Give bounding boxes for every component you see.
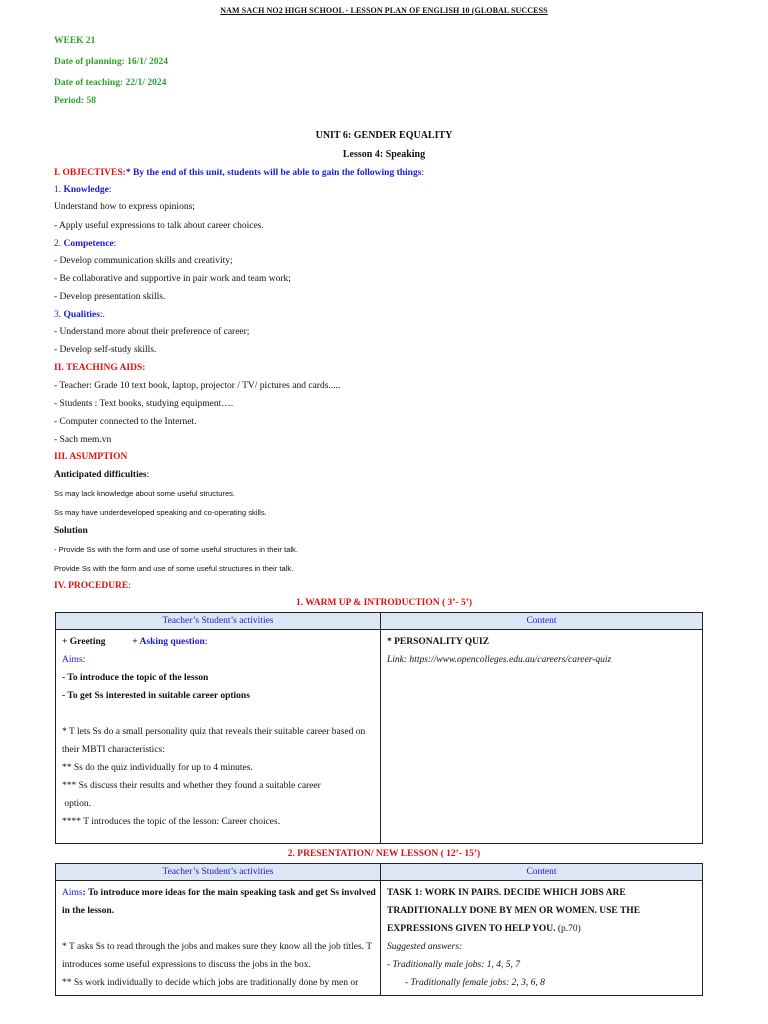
presentation-aims-line [62, 884, 374, 902]
warmup-step: their MBTI characteristics: [62, 745, 165, 755]
date-of-planning: Date of planning: 16/1/ 2024 [54, 57, 169, 67]
knowledge-number: 1. [54, 185, 64, 195]
knowledge-colon: : [108, 185, 112, 195]
procedure-heading-line [54, 580, 131, 592]
presentation-col-content: Content [381, 864, 703, 881]
solution-item: - Provide Ss with the form and use of some useful structures in their talk. [54, 545, 298, 554]
aim-item: - To get Ss interested in suitable career options [62, 691, 250, 701]
warmup-table [55, 612, 703, 844]
aim-item: - To introduce the topic of the lesson [62, 673, 209, 683]
difficulty-item: Ss may have underdeveloped speaking and co-operating skills. [54, 508, 267, 517]
difficulties-label: Anticipated difficulties [54, 470, 147, 480]
teaching-aid-item: - Students : Text books, studying equipment…. [54, 399, 234, 409]
warmup-step: **** T introduces the topic of the lesson: Career choices. [62, 817, 281, 827]
aims-line [62, 651, 374, 669]
task-line: TRADITIONALLY DONE BY MEN OR WOMEN. USE THE [387, 906, 641, 916]
objectives-heading: I. OBJECTIVES: [54, 168, 126, 178]
qualities-heading [54, 309, 105, 321]
teaching-aid-item: - Teacher: Grade 10 text book, laptop, projector / TV/ pictures and cards..... [54, 381, 341, 391]
objectives-intro: * By the end of this unit, students will be able to gain the following things [125, 168, 422, 178]
difficulties-heading [54, 469, 149, 481]
blank-line [62, 705, 374, 723]
unit-title: UNIT 6: GENDER EQUALITY [315, 130, 453, 141]
document-header: NAM SACH NO2 HIGH SCHOOL - LESSON PLAN OF ENGLISH 10 (GLOBAL SUCCESS [220, 6, 548, 15]
competence-item: - Develop communication skills and creativity; [54, 256, 233, 266]
competence-item: - Develop presentation skills. [54, 292, 166, 302]
qualities-label: Qualities [63, 310, 100, 320]
task-line-text: EXPRESSIONS GIVEN TO HELP YOU. [387, 924, 556, 934]
warmup-col-content: Content [381, 613, 703, 630]
qualities-item: - Develop self-study skills. [54, 345, 157, 355]
warmup-activities-cell [56, 630, 381, 844]
presentation-activities-cell [56, 881, 381, 996]
warmup-step: * T lets Ss do a small personality quiz that reveals their suitable career based on [62, 727, 366, 737]
week-label: WEEK 21 [54, 36, 96, 46]
knowledge-item: - Apply useful expressions to talk about career choices. [54, 221, 264, 231]
date-of-teaching: Date of teaching: 22/1/ 2024 [54, 78, 167, 88]
lesson-title: Lesson 4: Speaking [342, 149, 426, 160]
knowledge-heading [54, 184, 112, 196]
solution-item: Provide Ss with the form and use of some useful structures in their talk. [54, 564, 294, 573]
task-line-3 [387, 920, 696, 938]
suggested-answers-label: Suggested answers: [387, 942, 463, 952]
competence-label: Competence [63, 239, 114, 249]
qualities-colon: :. [99, 310, 105, 320]
presentation-aims-label: Aims [62, 888, 83, 898]
difficulty-item: Ss may lack knowledge about some useful structures. [54, 489, 236, 498]
knowledge-label: Knowledge [63, 185, 109, 195]
presentation-step: * T asks Ss to read through the jobs and makes sure they know all the job titles. T [62, 942, 373, 952]
knowledge-item: Understand how to express opinions; [54, 202, 195, 212]
presentation-step: introduces some useful expressions to discuss the jobs in the box. [62, 960, 311, 970]
presentation-title: 2. PRESENTATION/ NEW LESSON ( 12’- 15’) [287, 849, 481, 859]
personality-quiz-link[interactable]: Link: https://www.opencolleges.edu.au/careers/career-quiz [387, 655, 612, 665]
presentation-col-activities: Teacher’s Student’s activities [56, 864, 381, 881]
procedure-colon: : [128, 581, 131, 591]
asking-plus: + [132, 637, 140, 647]
male-jobs-answer: - Traditionally male jobs: 1, 4, 5, 7 [387, 960, 520, 970]
task-page-ref: (p.70) [555, 924, 581, 934]
teaching-aid-item: - Sach mem.vn [54, 435, 112, 445]
warmup-col-activities: Teacher’s Student’s activities [56, 613, 381, 630]
asking-question-label: Asking question [139, 637, 205, 647]
teaching-aids-heading: II. TEACHING AIDS: [54, 363, 146, 373]
warmup-title: 1. WARM UP & INTRODUCTION ( 3’- 5’) [295, 598, 473, 608]
qualities-number: 3. [54, 310, 64, 320]
difficulties-colon: : [146, 470, 150, 480]
greeting-label: + Greeting [62, 637, 106, 647]
procedure-heading: IV. PROCEDURE [54, 581, 129, 591]
solution-label: Solution [54, 526, 88, 536]
objectives-heading-line [54, 167, 424, 179]
female-jobs-answer: - Traditionally female jobs: 2, 3, 6, 8 [405, 978, 545, 988]
task-line: TASK 1: WORK IN PAIRS. DECIDE WHICH JOBS ARE [387, 888, 626, 898]
teaching-aid-item: - Computer connected to the Internet. [54, 417, 197, 427]
competence-item: - Be collaborative and supportive in pair work and team work; [54, 274, 291, 284]
presentation-aims-text-cont: in the lesson. [62, 906, 114, 916]
warmup-step: option. [62, 799, 92, 809]
presentation-step: ** Ss work individually to decide which jobs are traditionally done by men or [62, 978, 359, 988]
competence-number: 2. [54, 239, 64, 249]
warmup-step: *** Ss discuss their results and whether they found a suitable career [62, 781, 321, 791]
greeting-line [62, 633, 374, 651]
asking-colon: : [204, 637, 208, 647]
presentation-table [55, 863, 703, 996]
blank-line [62, 920, 374, 938]
personality-quiz-title: * PERSONALITY QUIZ [387, 637, 490, 647]
presentation-content-cell [381, 881, 703, 996]
objectives-intro-end: : [421, 168, 425, 178]
warmup-content-cell [381, 630, 703, 844]
warmup-step: ** Ss do the quiz individually for up to 4 minutes. [62, 763, 253, 773]
aims-colon: : [82, 655, 86, 665]
competence-colon: : [113, 239, 117, 249]
assumption-heading: III. ASUMPTION [54, 452, 128, 462]
competence-heading [54, 238, 116, 250]
presentation-aims-text: : To introduce more ideas for the main speaking task and get Ss involved [82, 888, 376, 898]
aims-label: Aims [62, 655, 83, 665]
qualities-item: - Understand more about their preference of career; [54, 327, 250, 337]
period-label: Period: 58 [54, 96, 96, 106]
